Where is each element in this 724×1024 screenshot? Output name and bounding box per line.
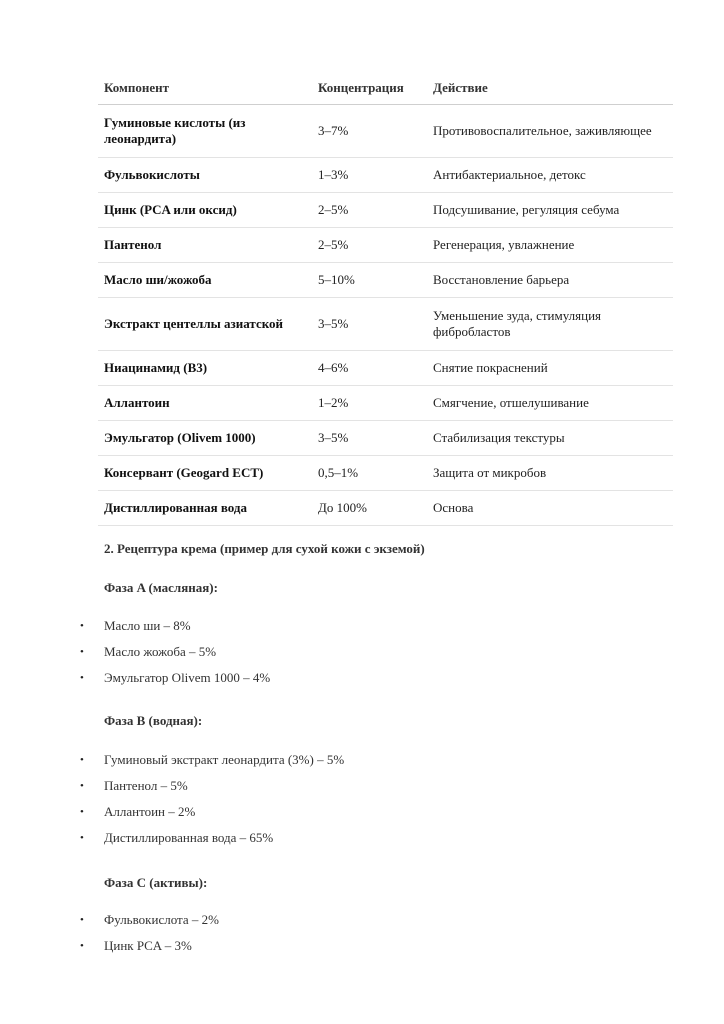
- phase-c-heading: Фаза C (активы):: [104, 875, 208, 890]
- phase-a-list: [76, 618, 270, 696]
- action-cell: Подсушивание, регуляция себума: [427, 193, 673, 228]
- table-header-row: [98, 72, 673, 105]
- concentration-cell: 4–6%: [312, 351, 427, 386]
- table-row: [98, 228, 673, 263]
- component-cell: Пантенол: [98, 228, 312, 263]
- bullet-icon: •: [80, 940, 84, 952]
- ingredient-text: Масло жожоба – 5%: [104, 644, 217, 659]
- table-row: [98, 386, 673, 421]
- ingredient-text: Пантенол – 5%: [104, 778, 188, 793]
- list-item: [76, 618, 270, 644]
- component-cell: Экстракт центеллы азиатской: [98, 298, 312, 351]
- concentration-cell: 3–5%: [312, 421, 427, 456]
- table-row: [98, 351, 673, 386]
- concentration-cell: 3–7%: [312, 105, 427, 158]
- bullet-icon: •: [80, 672, 84, 684]
- component-cell: Гуминовые кислоты (из леонардита): [98, 105, 312, 158]
- concentration-cell: 2–5%: [312, 228, 427, 263]
- ingredient-text: Цинк PCA – 3%: [104, 938, 192, 953]
- list-item: [76, 752, 344, 778]
- phase-a-heading: Фаза A (масляная):: [104, 580, 218, 595]
- ingredient-text: Аллантоин – 2%: [104, 804, 196, 819]
- concentration-cell: 2–5%: [312, 193, 427, 228]
- bullet-icon: •: [80, 620, 84, 632]
- list-item: [76, 938, 219, 964]
- action-cell: Уменьшение зуда, стимуляция фибробластов: [427, 298, 673, 351]
- list-item: [76, 778, 344, 804]
- concentration-cell: 1–2%: [312, 386, 427, 421]
- bullet-icon: •: [80, 754, 84, 766]
- recipe-heading: 2. Рецептура крема (пример для сухой кожи с экземой): [104, 541, 425, 556]
- concentration-cell: До 100%: [312, 491, 427, 526]
- table-row: [98, 193, 673, 228]
- action-cell: Основа: [427, 491, 673, 526]
- bullet-icon: •: [80, 806, 84, 818]
- list-item: [76, 830, 344, 856]
- component-cell: Цинк (PCA или оксид): [98, 193, 312, 228]
- ingredient-text: Эмульгатор Olivem 1000 – 4%: [104, 670, 271, 685]
- action-cell: Снятие покраснений: [427, 351, 673, 386]
- table-row: [98, 456, 673, 491]
- component-cell: Масло ши/жожоба: [98, 263, 312, 298]
- phase-b-list: [76, 752, 344, 856]
- bullet-icon: •: [80, 914, 84, 926]
- action-cell: Смягчение, отшелушивание: [427, 386, 673, 421]
- table-row: [98, 421, 673, 456]
- action-cell: Антибактериальное, детокс: [427, 158, 673, 193]
- header-action: Действие: [427, 72, 673, 105]
- component-cell: Фульвокислоты: [98, 158, 312, 193]
- component-cell: Консервант (Geogard ECT): [98, 456, 312, 491]
- table-row: [98, 491, 673, 526]
- action-cell: Защита от микробов: [427, 456, 673, 491]
- component-cell: Дистиллированная вода: [98, 491, 312, 526]
- phase-b-heading: Фаза B (водная):: [104, 713, 203, 728]
- header-component: Компонент: [98, 72, 312, 105]
- action-cell: Восстановление барьера: [427, 263, 673, 298]
- concentration-cell: 3–5%: [312, 298, 427, 351]
- ingredient-text: Дистиллированная вода – 65%: [104, 830, 274, 845]
- header-concentration: Концентрация: [312, 72, 427, 105]
- concentration-cell: 0,5–1%: [312, 456, 427, 491]
- bullet-icon: •: [80, 646, 84, 658]
- list-item: [76, 670, 270, 696]
- components-table: [98, 72, 673, 526]
- component-cell: Ниацинамид (B3): [98, 351, 312, 386]
- component-cell: Аллантоин: [98, 386, 312, 421]
- table-row: [98, 298, 673, 351]
- phase-c-list: [76, 912, 219, 964]
- ingredient-text: Фульвокислота – 2%: [104, 912, 219, 927]
- table-row: [98, 263, 673, 298]
- action-cell: Противовоспалительное, заживляющее: [427, 105, 673, 158]
- concentration-cell: 5–10%: [312, 263, 427, 298]
- list-item: [76, 644, 270, 670]
- concentration-cell: 1–3%: [312, 158, 427, 193]
- table-row: [98, 105, 673, 158]
- action-cell: Регенерация, увлажнение: [427, 228, 673, 263]
- ingredient-text: Гуминовый экстракт леонардита (3%) – 5%: [104, 752, 345, 767]
- list-item: [76, 804, 344, 830]
- component-cell: Эмульгатор (Olivem 1000): [98, 421, 312, 456]
- bullet-icon: •: [80, 780, 84, 792]
- ingredient-text: Масло ши – 8%: [104, 618, 191, 633]
- action-cell: Стабилизация текстуры: [427, 421, 673, 456]
- list-item: [76, 912, 219, 938]
- table-row: [98, 158, 673, 193]
- bullet-icon: •: [80, 832, 84, 844]
